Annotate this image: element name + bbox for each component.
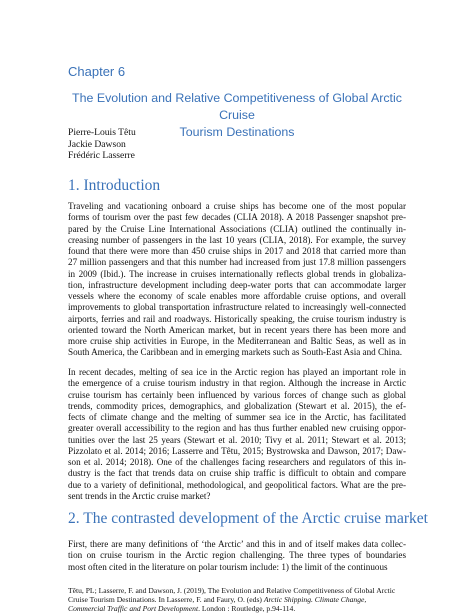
paragraph-line: Pizzolato et al. 2014; 2016; Lasserre and Têtu, 2015; Bystrowska and Dawson, 2017; Daw- <box>68 445 406 456</box>
section-heading-arctic-market: 2. The contrasted development of the Arctic cruise market <box>68 510 428 527</box>
paragraph-line: forms of tourism over the past few decades (CLIA 2018). A 2018 Passenger snapshot pre- <box>68 212 406 223</box>
paragraph-line: greater overall accessibility to the region and has thus further enabled new cruising oppor- <box>68 423 406 434</box>
paragraph-line: pared by the Cruise Line International Associations (CLIA) outlined the continually in- <box>68 223 406 234</box>
paragraph-line: the emergence of a cruise tourism industry in that region. Although the increase in Arctic <box>68 378 406 389</box>
paragraph-line: 27 million passengers and that this number had increased from just 17.8 million passengers <box>68 257 406 268</box>
paragraph-line: dustry is the fact that trends data on cruise ship traffic is difficult to obtain and compare <box>68 468 406 479</box>
paragraph-line: tunities over the last 25 years (Stewart et al. 2010; Tivy et al. 2011; Stewart et al. 2013; <box>68 434 406 445</box>
paragraph-line: more cruise ship activities in Europe, in the Mediterranean and Baltic Seas, as well as in <box>68 336 406 346</box>
footnote-line <box>68 604 406 613</box>
chapter-label: Chapter 6 <box>68 64 126 79</box>
paragraph-line: In recent decades, melting of sea ice in the Arctic region has played an important role in <box>68 367 406 377</box>
paragraph-line: tion on cruise tourism in the Arctic region challenging. The three types of boundaries <box>68 550 406 561</box>
footnote-book-title-cont: Commercial Traffic and Port Development <box>68 604 199 614</box>
paragraph-line: airports, ferries and rail and roadways. Historically speaking, the cruise tourism industry is <box>68 313 406 324</box>
footnote-text: Cruise Tourism Destinations. In Lasserre, F. and Faury, O. (eds) <box>68 595 264 605</box>
footnote-line: Têtu, PL; Lasserre, F. and Dawson, J. (2019), The Evolution and Relative Competitiveness of Global Arctic <box>68 586 396 595</box>
section2-paragraph-1 <box>68 539 406 573</box>
intro-paragraph-2 <box>68 367 406 502</box>
paragraph-line: sent trends in the Arctic cruise market? <box>68 490 211 501</box>
paragraph-line: oriented toward the North American market, but in recent years there has been more and <box>68 324 406 335</box>
paragraph-line: son et al. 2014; 2018). One of the challenges facing researchers and regulators of this in- <box>68 457 406 467</box>
paragraph-line: in 2009 (Ibid.). The increase in cruises internationally reflects global trends in globaliza- <box>68 268 406 279</box>
paragraph-line: improvements to global transportation infrastructure related to increasingly well-connected <box>68 302 406 313</box>
paragraph-line: creasing number of passengers in the last 10 years (CLIA, 2018). For example, the survey <box>68 234 406 245</box>
author-name: Frédéric Lasserre <box>68 150 135 161</box>
paragraph-line: South America, the Caribbean and in emerging markets such as South-East Asia and China. <box>68 347 403 358</box>
paragraph-line: vessels where the economy of scale enables more affordable cruise options, and overall <box>68 291 406 301</box>
paragraph-line: trends, commodity prices, demographics, and globalization (Stewart et al. 2015), the ef- <box>68 400 406 411</box>
paragraph-line: cruise tourism has certainly been influenced by various forces of change such as global <box>68 389 406 400</box>
paragraph-line: most often cited in the literature on polar tourism include: 1) the limit of the continuous <box>68 561 388 572</box>
chapter-title-line: Tourism Destinations <box>179 125 295 139</box>
footnote-book-title: Arctic Shipping. Climate Change, <box>263 595 367 605</box>
citation-footnote <box>68 586 406 614</box>
paragraph-line: tion, infrastructure development including deep-water ports that can accommodate larger <box>68 279 406 290</box>
footnote-text: . London : Routledge, p.94-114. <box>198 604 296 614</box>
paragraph-line: Traveling and vacationing onboard a cruise ships has become one of the most popular <box>68 201 406 211</box>
author-name: Jackie Dawson <box>68 138 126 150</box>
author-name: Pierre-Louis Têtu <box>68 127 136 138</box>
paragraph-line: fects of climate change and the melting of summer sea ice in the Arctic, has facilitated <box>68 412 406 422</box>
chapter-title-line: The Evolution and Relative Competitiveness of Global Arctic Cruise <box>72 91 402 122</box>
section-heading-introduction: 1. Introduction <box>68 177 161 194</box>
paragraph-line: First, there are many definitions of ‘the Arctic’ and this in and of itself makes data collec- <box>68 539 406 549</box>
author-list <box>68 127 136 162</box>
footnote-line <box>68 595 406 604</box>
intro-paragraph-1 <box>68 201 406 359</box>
paragraph-line: found that there were more than 450 cruise ships in 2017 and 2018 that carried more than <box>68 246 406 256</box>
paragraph-line: due to a variety of definitional, methodological, and geopolitical factors. What are the pre- <box>68 479 406 490</box>
